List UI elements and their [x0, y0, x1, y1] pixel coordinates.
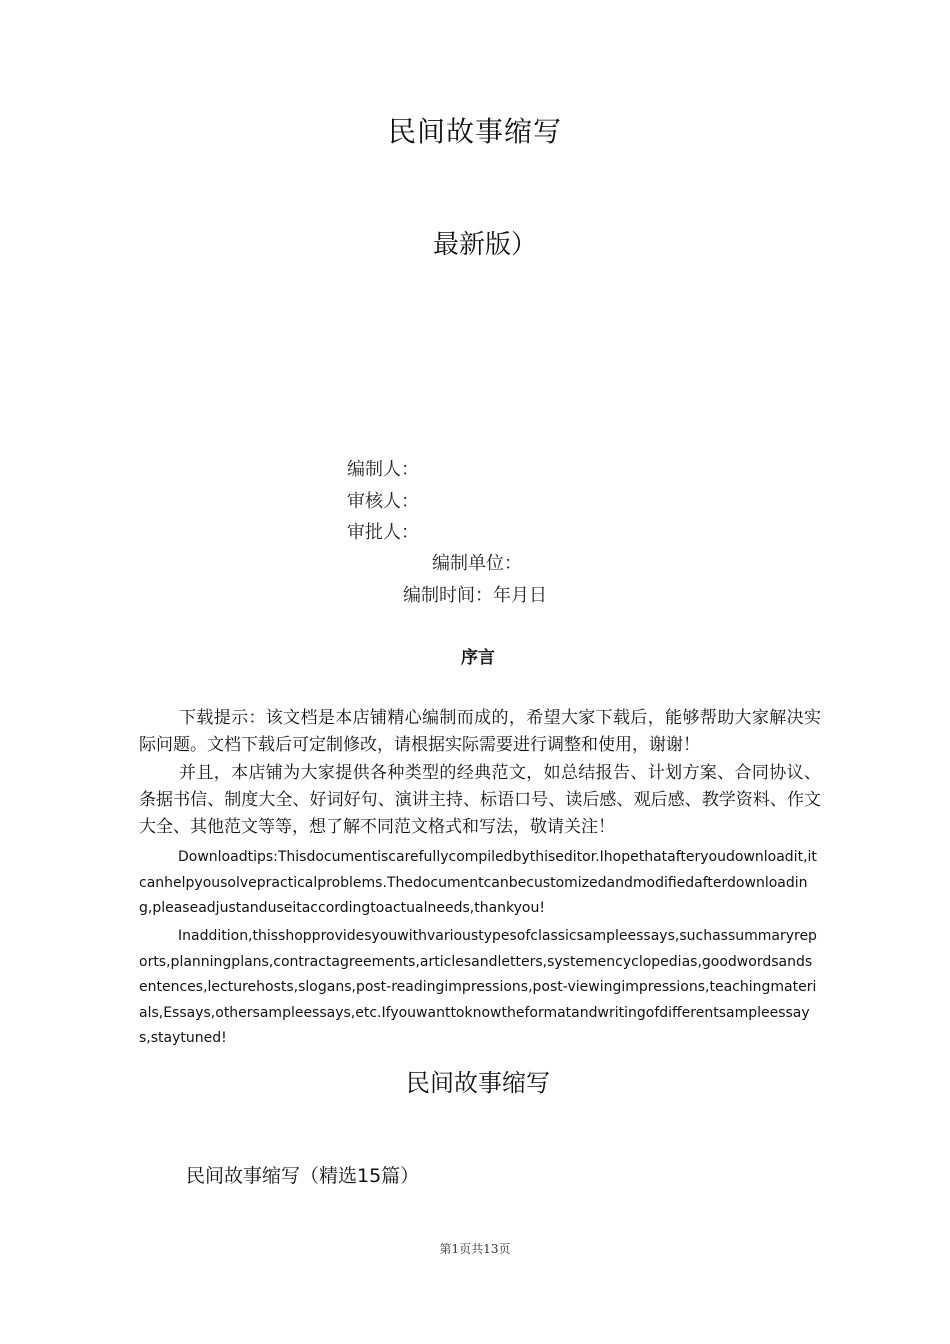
preface-cn-paragraph-2: 并且，本店铺为大家提供各种类型的经典范文，如总结报告、计划方案、合同协议、条据书信、制度大全、好词好句、演讲主持、标语口号、读后感、观后感、教学资料、作文大全、其他范文等等，想了解不同范文格式和写法，敬请关注！: [139, 763, 821, 837]
preface-heading: 序言: [461, 648, 495, 668]
meta-editor: 编制人：: [347, 459, 419, 480]
page-footer: 第1页共13页: [439, 1242, 511, 1256]
meta-time: 编制时间：年月日: [403, 585, 547, 606]
document-subtitle: 最新版）: [432, 230, 537, 260]
preface-en-paragraph-2: Inaddition,thisshopprovidesyouwithvarioustypesofclassicsampleessays,suchassummaryreports,planningplans,contractagreements,articlesandletters,systemencyclopedias,goodwordsandsentences,lecturehosts,slogans,post-readingimpressions,post-viewingimpressions,teachingmaterials,Essays,othersampleessays,etc.Ifyouwanttoknowtheformatandwritingofdifferentsampleessays,staytuned!: [139, 928, 817, 1046]
meta-approver: 审批人：: [347, 522, 419, 543]
section-heading: 民间故事缩写（精选15篇）: [186, 1165, 420, 1187]
document-title: 民间故事缩写: [387, 115, 562, 148]
preface-en-paragraph-1: Downloadtips:Thisdocumentiscarefullycompiledbythiseditor.Ihopethatafteryoudownloadit,itcanhelpyousolvepracticalproblems.Thedocumentcanbecustomizedandmodifiedafterdownloading,pleaseadjustanduseitaccordingtoactualneeds,thankyou!: [139, 849, 817, 916]
body-title: 民间故事缩写: [406, 1069, 550, 1097]
meta-reviewer: 审核人：: [347, 491, 419, 512]
meta-unit: 编制单位：: [432, 553, 522, 574]
preface-cn-paragraph-1: 下载提示：该文档是本店铺精心编制而成的，希望大家下载后，能够帮助大家解决实际问题。文档下载后可定制修改，请根据实际需要进行调整和使用，谢谢！: [139, 708, 821, 755]
